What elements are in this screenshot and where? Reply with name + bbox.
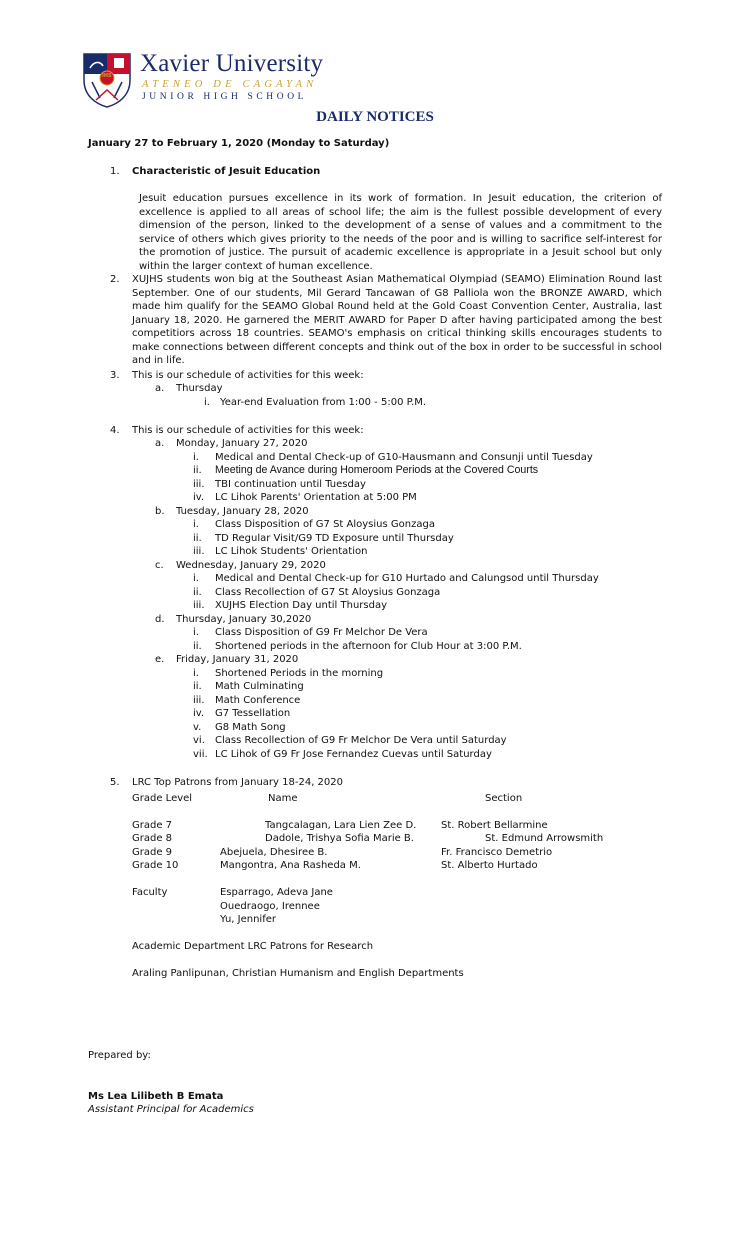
activity-text: Class Recollection of G7 St Aloysius Gonzaga: [215, 587, 441, 598]
table-cell-section: St. Edmund Arrowsmith: [485, 833, 604, 844]
activity-marker: ii.: [193, 587, 202, 598]
activity-marker: ii.: [193, 533, 202, 544]
table-cell-name: Dadole, Trishya Sofia Marie B.: [265, 833, 414, 844]
table-cell-grade: Grade 10: [132, 860, 179, 871]
day-label: Thursday: [176, 383, 223, 394]
activity-marker: i.: [193, 627, 199, 638]
column-header-grade: Grade Level: [132, 793, 193, 804]
faculty-name: Ouedraogo, Irennee: [220, 901, 320, 912]
day-marker: b.: [155, 506, 165, 517]
activity-text: LC Lihok Parents' Orientation at 5:00 PM: [215, 492, 417, 503]
activity-text: Medical and Dental Check-up of G10-Hausmann and Consunji until Tuesday: [215, 452, 593, 463]
activity-text: Class Disposition of G7 St Aloysius Gonzaga: [215, 519, 435, 530]
activity-text: Class Disposition of G9 Fr Melchor De Vera: [215, 627, 428, 638]
activity-marker: i.: [193, 668, 199, 679]
activity-text: G8 Math Song: [215, 722, 286, 733]
day-label: Wednesday, January 29, 2020: [176, 560, 326, 571]
activity-text: LC Lihok Students' Orientation: [215, 546, 368, 557]
jesuit-education-paragraph: Jesuit education pursues excellence in its work of formation. In Jesuit education, the criterion of excellence is applied to all areas of school life; the aim is the fullest possible development of every dimension of the person, linked to the development of a sense of values and a commitment to the service of others which gives priority to the needs of the poor and is willing to sacrifice self-interest for the promotion of justice. The pursuit of academic excellence is appropriate in a Jesuit school but only within the larger context of human excellence.: [139, 193, 662, 272]
activity-text: Class Recollection of G9 Fr Melchor De Vera until Saturday: [215, 735, 507, 746]
university-subtitle: ATENEO DE CAGAYAN: [142, 79, 318, 90]
table-cell-section: St. Robert Bellarmine: [441, 820, 548, 831]
item-number: 1.: [110, 166, 120, 177]
schedule-intro: This is our schedule of activities for this week:: [132, 370, 364, 381]
activity-marker: v.: [193, 722, 202, 733]
activity-marker: iii.: [193, 695, 205, 706]
activity-marker: ii.: [193, 641, 202, 652]
activity-marker: ii.: [193, 681, 202, 692]
activity-marker: ii.: [193, 465, 202, 476]
activity-marker: iv.: [193, 492, 205, 503]
activity-marker: i.: [193, 573, 199, 584]
activity-text: Medical and Dental Check-up for G10 Hurtado and Calungsod until Thursday: [215, 573, 599, 584]
day-marker: a.: [155, 383, 165, 394]
activity-text: Shortened periods in the afternoon for Club Hour at 3:00 P.M.: [215, 641, 522, 652]
table-cell-grade: Grade 9: [132, 847, 173, 858]
activity-text: LC Lihok of G9 Fr Jose Fernandez Cuevas until Saturday: [215, 749, 492, 760]
table-cell-section: Fr. Francisco Demetrio: [441, 847, 553, 858]
seal-lettering: IHS: [102, 73, 112, 79]
research-label: Academic Department LRC Patrons for Research: [132, 941, 374, 952]
activity-marker: i.: [193, 519, 199, 530]
item-number: 5.: [110, 777, 120, 788]
seamo-paragraph: XUJHS students won big at the Southeast Asian Mathematical Olympiad (SEAMO) Elimination Round last September. One of our students, Mil Gerard Tancawan of G8 Palliola won the BRONZE AWARD, which made him qualify for the SEAMO Global Round held at the Gold Coast Convention Center, Australia, last January 18, 2020. He garnered the MERIT AWARD for Paper D after having participated among the best competitiors across 18 countries. SEAMO's emphasis on critical thinking skills encourages students to make connections between different concepts and think out of the box in order to be successful in school and in life.: [132, 274, 662, 366]
activity-marker: i.: [193, 452, 199, 463]
activity-marker: iii.: [193, 600, 205, 611]
signatory-name: Ms Lea Lilibeth B Emata: [88, 1091, 224, 1102]
faculty-label: Faculty: [132, 887, 168, 898]
table-cell-name: Mangontra, Ana Rasheda M.: [220, 860, 361, 871]
day-label: Tuesday, January 28, 2020: [176, 506, 309, 517]
item-number: 3.: [110, 370, 120, 381]
day-marker: d.: [155, 614, 165, 625]
day-marker: c.: [155, 560, 164, 571]
column-header-section: Section: [485, 793, 523, 804]
activity-text: G7 Tessellation: [215, 708, 291, 719]
research-departments: Araling Panlipunan, Christian Humanism and English Departments: [132, 968, 464, 979]
activity-marker: iii.: [193, 479, 205, 490]
prepared-by-label: Prepared by:: [88, 1050, 151, 1061]
table-cell-grade: Grade 8: [132, 833, 173, 844]
university-seal-icon: [82, 52, 132, 108]
activity-marker: iv.: [193, 708, 205, 719]
faculty-name: Yu, Jennifer: [220, 914, 276, 925]
activity-marker: i.: [204, 397, 210, 408]
activity-text: XUJHS Election Day until Thursday: [215, 600, 388, 611]
day-marker: a.: [155, 438, 165, 449]
school-name: JUNIOR HIGH SCHOOL: [142, 92, 308, 102]
day-label: Monday, January 27, 2020: [176, 438, 308, 449]
table-cell-grade: Grade 7: [132, 820, 173, 831]
activity-text: Shortened Periods in the morning: [215, 668, 384, 679]
table-cell-name: Tangcalagan, Lara Lien Zee D.: [265, 820, 417, 831]
column-header-name: Name: [268, 793, 298, 804]
schedule-intro: This is our schedule of activities for this week:: [132, 425, 364, 436]
day-label: Friday, January 31, 2020: [176, 654, 299, 665]
table-cell-section: St. Alberto Hurtado: [441, 860, 538, 871]
activity-text: Math Conference: [215, 695, 301, 706]
activity-marker: iii.: [193, 546, 205, 557]
signatory-position: Assistant Principal for Academics: [88, 1104, 254, 1115]
faculty-name: Esparrago, Adeva Jane: [220, 887, 333, 898]
activity-text: TD Regular Visit/G9 TD Exposure until Thursday: [215, 533, 454, 544]
day-marker: e.: [155, 654, 165, 665]
activity-marker: vii.: [193, 749, 208, 760]
activity-text: TBI continuation until Tuesday: [215, 479, 366, 490]
item-heading: Characteristic of Jesuit Education: [132, 166, 321, 177]
item-number: 4.: [110, 425, 120, 436]
page-title: DAILY NOTICES: [316, 109, 434, 125]
university-name: Xavier University: [140, 50, 324, 77]
activity-text: Year-end Evaluation from 1:00 - 5:00 P.M.: [220, 397, 427, 408]
activity-text: Meeting de Avance during Homeroom Periods at the Covered Courts: [215, 464, 539, 476]
item-number: 2.: [110, 274, 120, 285]
day-label: Thursday, January 30,2020: [176, 614, 312, 625]
item-heading: LRC Top Patrons from January 18-24, 2020: [132, 777, 344, 788]
date-range: January 27 to February 1, 2020 (Monday to Saturday): [88, 138, 390, 149]
activity-marker: vi.: [193, 735, 205, 746]
activity-text: Math Culminating: [215, 681, 304, 692]
table-cell-name: Abejuela, Dhesiree B.: [220, 847, 328, 858]
